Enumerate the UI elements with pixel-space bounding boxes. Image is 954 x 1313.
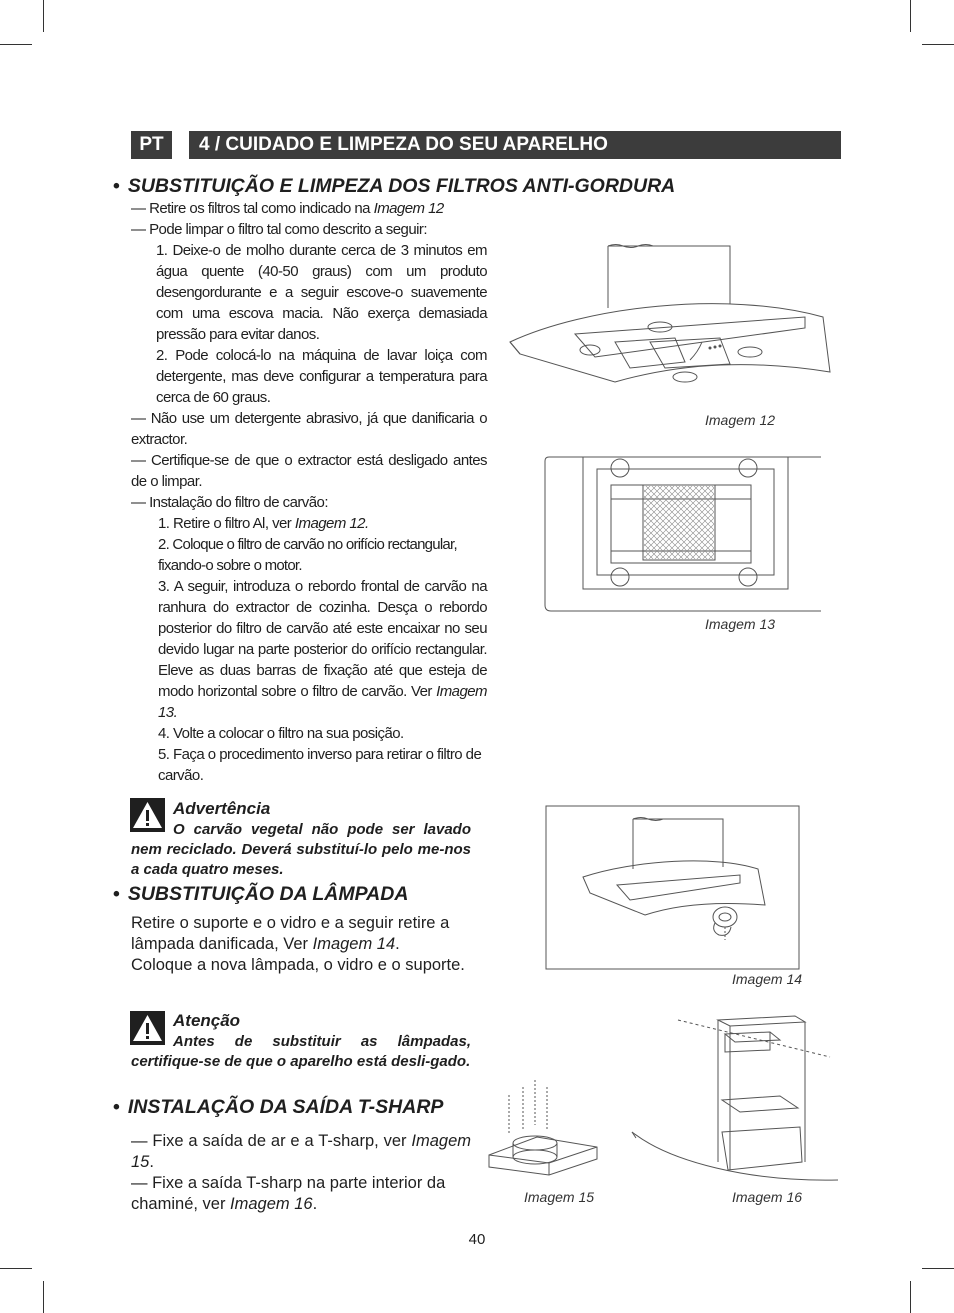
figure-charcoal-filter <box>543 455 823 613</box>
figure-reference: Imagem 12. <box>294 515 369 532</box>
crop-mark <box>922 1268 954 1269</box>
list-item: 3. A seguir, introduza o rebordo frontal de carvão na ranhura do extractor de cozinha. Desça o rebordo posterior do filtro de carvão até este encaixar no seu devido lugar na parte posterior do orifício rectangular. Eleve as duas barras de fixação até que esteja de modo horizontal sobre o filtro de carvão. Ver Imagem 13. <box>158 578 487 721</box>
list-item: 1. Retire o filtro Al, ver Imagem 12. <box>158 515 369 532</box>
list-item: 2. Coloque o filtro de carvão no orifício rectangular, fixando-o sobre o motor. <box>158 536 457 574</box>
paragraph: — Instalação do filtro de carvão: <box>131 494 328 511</box>
figure-caption: Imagem 12 <box>705 412 776 428</box>
figure-caption: Imagem 14 <box>732 971 803 987</box>
figure-reference: Imagem 13. <box>158 683 487 721</box>
crop-mark <box>910 0 911 32</box>
paragraph: — Fixe a saída de ar e a T-sharp, ver Imagem 15. <box>131 1132 471 1171</box>
page-number: 40 <box>468 1231 486 1248</box>
figure-lamp-replacement <box>545 805 801 971</box>
crop-mark <box>43 1281 44 1313</box>
warning-body: Antes de substituir as lâmpadas, certifique-se de que o aparelho está desli-gado. <box>131 1033 471 1070</box>
paragraph: — Certifique-se de que o extractor está desligado antes de o limpar. <box>131 452 487 490</box>
figure-reference: Imagem 15 <box>131 1132 471 1171</box>
figure-chimney-tsharp <box>630 1012 840 1187</box>
crop-mark <box>0 1268 32 1269</box>
warning-title: Atenção <box>173 1011 241 1030</box>
figure-reference: Imagem 16 <box>230 1195 313 1213</box>
bullet: • <box>113 1096 120 1118</box>
figure-reference: Imagem 12 <box>373 200 444 217</box>
list-item: 1. Deixe-o de molho durante cerca de 3 minutos em água quente (40-50 graus) com um produto desengordurante e a seguir escove-o suavemente com uma escova macia. Não exerça demasiada pressão para evitar danos. <box>156 242 487 343</box>
language-tag: PT <box>131 131 172 159</box>
paragraph: — Fixe a saída T-sharp na parte interior da chaminé, ver Imagem 16. <box>131 1174 446 1213</box>
section-title-text: INSTALAÇÃO DA SAÍDA T-SHARP <box>127 1096 444 1118</box>
section-title-filters <box>113 175 675 198</box>
list-item: 4. Volte a colocar o filtro na sua posição. <box>158 725 404 742</box>
crop-mark <box>0 44 32 45</box>
figure-caption: Imagem 13 <box>705 616 776 632</box>
section-title-text: SUBSTITUIÇÃO E LIMPEZA DOS FILTROS ANTI-GORDURA <box>127 175 676 197</box>
section-title-lamp <box>113 883 408 906</box>
crop-mark <box>43 0 44 32</box>
chapter-title: 4 / CUIDADO E LIMPEZA DO SEU APARELHO <box>189 131 841 159</box>
list-item: 5. Faça o procedimento inverso para retirar o filtro de carvão. <box>158 746 482 784</box>
warning-title: Advertência <box>173 799 271 818</box>
paragraph: — Pode limpar o filtro tal como descrito a seguir: <box>131 221 427 238</box>
figure-air-outlet <box>487 1075 599 1177</box>
section-title-text: SUBSTITUIÇÃO DA LÂMPADA <box>127 883 409 905</box>
bullet: • <box>113 175 120 197</box>
figure-caption: Imagem 16 <box>732 1189 803 1205</box>
crop-mark <box>922 44 954 45</box>
paragraph: Coloque a nova lâmpada, o vidro e o suporte. <box>131 956 465 974</box>
paragraph: — Retire os filtros tal como indicado na Imagem 12 <box>131 200 444 217</box>
crop-mark <box>910 1281 911 1313</box>
bullet: • <box>113 883 120 905</box>
figure-hood-filters <box>505 242 835 407</box>
warning-body: O carvão vegetal não pode ser lavado nem reciclado. Deverá substituí-lo pelo me-nos a cada quatro meses. <box>131 821 471 878</box>
paragraph: — Não use um detergente abrasivo, já que danificaria o extractor. <box>131 410 487 448</box>
paragraph: Retire o suporte e o vidro e a seguir retire a lâmpada danificada, Ver Imagem 14. <box>131 914 450 953</box>
list-item: 2. Pode colocá-lo na máquina de lavar loiça com detergente, mas deve configurar a temperatura para cerca de 60 graus. <box>156 347 487 406</box>
section-title-tsharp <box>113 1096 443 1119</box>
figure-reference: Imagem 14 <box>312 935 396 953</box>
figure-caption: Imagem 15 <box>524 1189 595 1205</box>
